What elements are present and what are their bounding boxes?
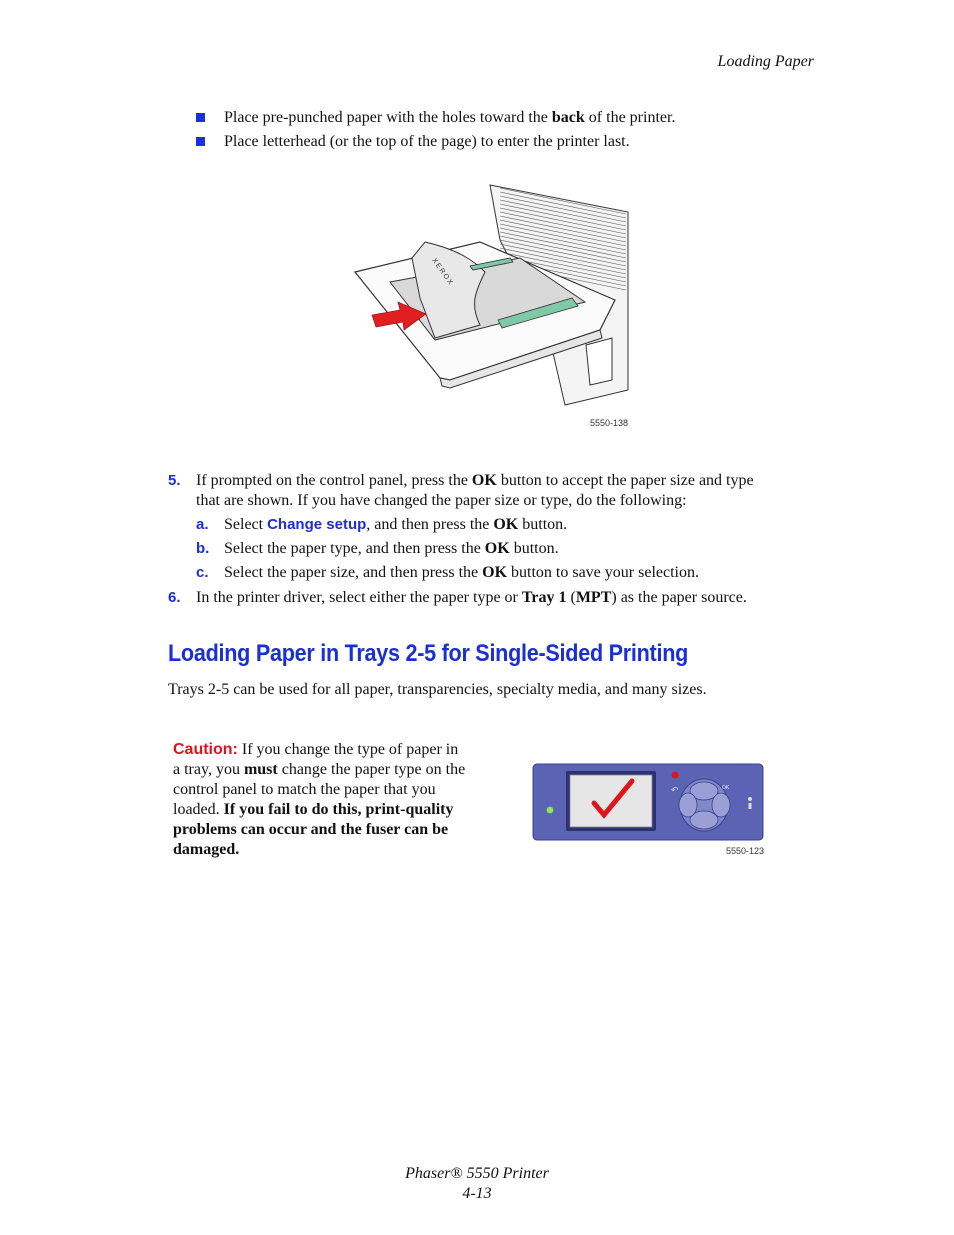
substep-a: Select Change setup, and then press the OK button. (224, 516, 568, 533)
control-panel-illustration (532, 763, 764, 841)
caution-label: Caution: (173, 741, 238, 758)
footer-product: Phaser® 5550 Printer (405, 1165, 549, 1182)
step-number: 5. (168, 472, 181, 489)
footer-page-number: 4-13 (462, 1185, 492, 1202)
step-text-line: In the printer driver, select either the paper type or Tray 1 (MPT) as the paper source. (196, 589, 747, 606)
bullet-item: Place pre-punched paper with the holes toward the back of the printer. (224, 109, 676, 126)
step-number: 6. (168, 589, 181, 606)
error-light-icon (672, 772, 679, 779)
substep-label: a. (196, 516, 209, 533)
substep-label: b. (196, 540, 210, 557)
ok-label: OK (722, 785, 730, 791)
bullet-marker (196, 137, 205, 146)
figure-label: 5550-123 (726, 846, 765, 856)
section-intro: Trays 2-5 can be used for all paper, transparencies, specialty media, and many sizes. (168, 681, 707, 698)
info-button-icon (748, 797, 752, 801)
status-light-icon (547, 807, 554, 814)
step-text-line: If prompted on the control panel, press the OK button to accept the paper size and type (196, 472, 754, 489)
substep-c: Select the paper size, and then press the OK button to save your selection. (224, 564, 699, 581)
control-panel-drawing (532, 763, 764, 841)
printer-tray-drawing (350, 180, 630, 412)
back-arrow-icon: ↶ (671, 785, 679, 795)
xerox-logo-text: XEROX (430, 257, 455, 288)
ok-button-icon (712, 793, 730, 817)
substep-label: c. (196, 564, 209, 581)
section-heading: Loading Paper in Trays 2-5 for Single-Sided Printing (168, 640, 689, 667)
figure-label: 5550-138 (590, 418, 629, 428)
caution-note: Caution: If you change the type of paper in a tray, you must change the paper type on the control panel to match the paper that you loaded. If you fail to do this, print-quality problems can occur and the fuser can be damaged. (173, 741, 466, 858)
bullet-marker (196, 113, 205, 122)
step-text-line: that are shown. If you have changed the paper size or type, do the following: (196, 492, 687, 509)
running-header: Loading Paper (717, 53, 814, 70)
change-setup-menu-ref: Change setup (267, 516, 367, 533)
printer-tray-illustration (350, 180, 630, 412)
substep-b: Select the paper type, and then press the OK button. (224, 540, 559, 557)
bullet-item: Place letterhead (or the top of the page) to enter the printer last. (224, 133, 630, 150)
